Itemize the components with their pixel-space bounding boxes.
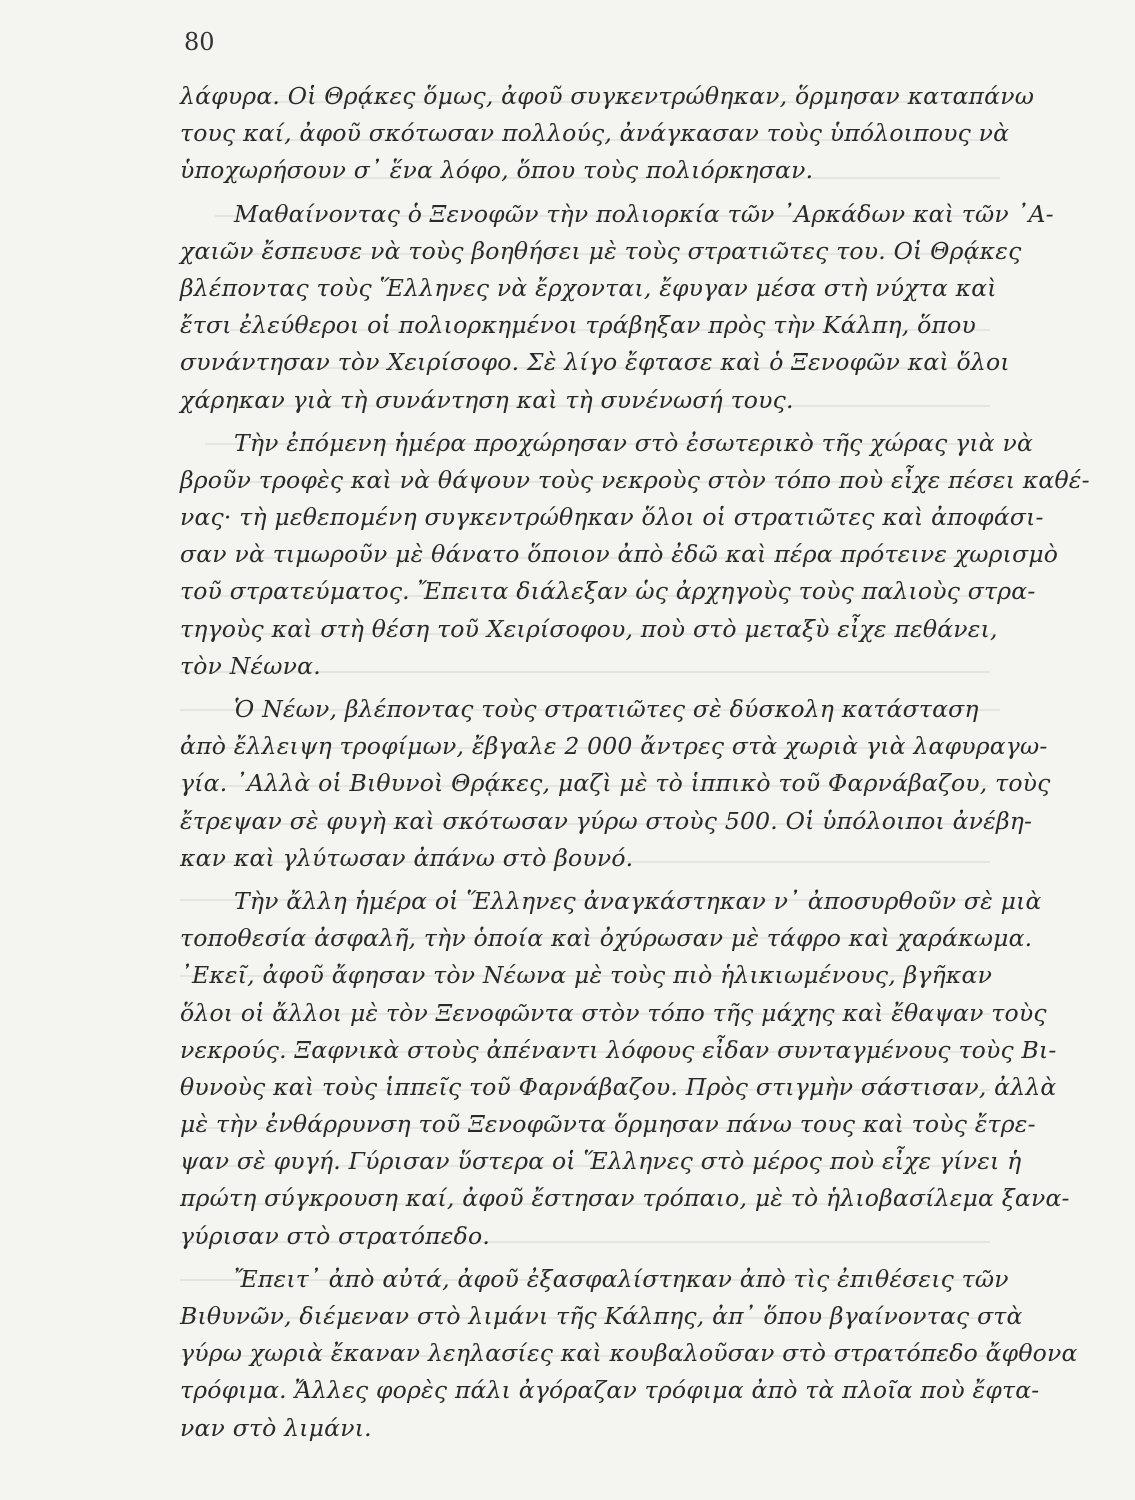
text-line: Βιθυνῶν, διέμεναν στὸ λιμάνι τῆς Κάλπης, ἀπ᾿ ὅπου βγαίνοντας στὰ [180,1302,1023,1330]
text-line: πρώτη σύγκρουση καί, ἀφοῦ ἔστησαν τρόπαιο, μὲ τὸ ἡλιοβασίλεμα ξανα- [180,1184,1070,1213]
text-line: τηγοὺς καὶ στὴ θέση τοῦ Χειρίσοφου, ποὺ στὸ μεταξὺ εἶχε πεθάνει, [180,614,998,643]
text-line: σαν νὰ τιμωροῦν μὲ θάνατο ὅποιον ἀπὸ ἐδῶ καὶ πέρα πρότεινε χωρισμὸ [180,540,1059,569]
text-line: θυνοὺς καὶ τοὺς ἱππεῖς τοῦ Φαρνάβαζου. Πρὸς στιγμὴν σάστισαν, ἀλλὰ [180,1072,1057,1101]
paragraph [180,883,1070,1255]
text-line: λάφυρα. Οἱ Θρᾴκες ὅμως, ἀφοῦ συγκεντρώθηκαν, ὅρμησαν καταπάνω [180,82,1035,110]
text-line: ψαν σὲ φυγή. Γύρισαν ὕστερα οἱ Ἕλληνες στὸ μέρος ποὺ εἶχε γίνει ἡ [180,1147,1022,1176]
text-line: Ὁ Νέων, βλέποντας τοὺς στρατιῶτες σὲ δύσκολη κατάσταση [234,695,979,723]
text-line: καν καὶ γλύτωσαν ἀπάνω στὸ βουνό. [180,843,634,872]
text-line: ἀπὸ ἔλλειψη τροφίμων, ἔβγαλε 2 000 ἄντρες στὰ χωριὰ γιὰ λαφυραγω- [180,732,1048,761]
text-line: μὲ τὴν ἐνθάρρυνση τοῦ Ξενοφῶντα ὅρμησαν πάνω τους καὶ τοὺς ἔτρε- [180,1110,1036,1139]
text-line: τὸν Νέωνα. [180,651,321,680]
text-line: ὑποχωρήσουν σ᾿ ἕνα λόφο, ὅπου τοὺς πολιόρκησαν. [180,156,814,185]
text-line: γύρισαν στὸ στρατόπεδο. [180,1221,490,1250]
text-line: τους καί, ἀφοῦ σκότωσαν πολλούς, ἀνάγκασαν τοὺς ὑπόλοιπους νὰ [180,119,1010,148]
text-line: τοποθεσία ἀσφαλῆ, τὴν ὁποία καὶ ὀχύρωσαν μὲ τάφρο καὶ χαράκωμα. [180,924,1033,953]
text-line: βλέποντας τοὺς Ἕλληνες νὰ ἔρχονται, ἔφυγαν μέσα στὴ νύχτα καὶ [180,273,997,302]
paragraph [180,78,1035,190]
text-line: Ἔπειτ᾿ ἀπὸ αὐτά, ἀφοῦ ἐξασφαλίστηκαν ἀπὸ τὶς ἐπιθέσεις τῶν [234,1264,1009,1293]
text-line: νας· τὴ μεθεπομένη συγκεντρώθηκαν ὅλοι οἱ στρατιῶτες καὶ ἀποφάσι- [180,503,1044,532]
page-number: 80 [184,28,215,56]
text-line: νεκρούς. Ξαφνικὰ στοὺς ἀπέναντι λόφους εἶδαν συνταγμένους τοὺς Βι- [180,1035,1057,1064]
paragraph [180,691,1051,877]
text-line: ὅλοι οἱ ἄλλοι μὲ τὸν Ξενοφῶντα στὸν τόπο τῆς μάχης καὶ ἔθαψαν τοὺς [180,998,1047,1027]
text-line: ναν στὸ λιμάνι. [180,1413,372,1442]
text-line: ἔτσι ἐλεύθεροι οἱ πολιορκημένοι τράβηξαν πρὸς τὴν Κάλπη, ὅπου [180,311,976,340]
text-line: τοῦ στρατεύματος. Ἔπειτα διάλεξαν ὡς ἀρχηγοὺς τοὺς παλιοὺς στρα- [180,577,1036,606]
text-line: συνάντησαν τὸν Χειρίσοφο. Σὲ λίγο ἔφτασε καὶ ὁ Ξενοφῶν καὶ ὅλοι [180,348,1010,377]
body-text [180,78,1090,1447]
text-line: Τὴν ἄλλη ἡμέρα οἱ Ἕλληνες ἀναγκάστηκαν ν᾿ ἀποσυρθοῦν σὲ μιὰ [234,886,1042,915]
text-line: χάρηκαν γιὰ τὴ συνάντηση καὶ τὴ συνένωσή τους. [180,385,794,414]
text-line: χαιῶν ἔσπευσε νὰ τοὺς βοηθήσει μὲ τοὺς στρατιῶτες του. Οἱ Θρᾴκες [180,236,1022,265]
text-line: γία. ᾿Αλλὰ οἱ Βιθυνοὶ Θρᾴκες, μαζὶ μὲ τὸ ἱππικὸ τοῦ Φαρνάβαζου, τοὺς [180,769,1051,798]
paragraph [180,196,1054,419]
text-line: ἔτρεψαν σὲ φυγὴ καὶ σκότωσαν γύρω στοὺς 500. Οἱ ὑπόλοιποι ἀνέβη- [180,806,1033,835]
text-line: τρόφιμα. Ἄλλες φορὲς πάλι ἀγόραζαν τρόφιμα ἀπὸ τὰ πλοῖα ποὺ ἔφτα- [180,1376,1040,1405]
text-line: γύρω χωριὰ ἔκαναν λεηλασίες καὶ κουβαλοῦσαν στὸ στρατόπεδο ἄφθονα [180,1339,1078,1368]
paragraph [180,1261,1078,1447]
text-line: ᾿Εκεῖ, ἀφοῦ ἄφησαν τὸν Νέωνα μὲ τοὺς πιὸ ἡλικιωμένους, βγῆκαν [180,961,993,990]
text-line: βροῦν τροφὲς καὶ νὰ θάψουν τοὺς νεκροὺς στὸν τόπο ποὺ εἶχε πέσει καθέ- [180,465,1090,494]
text-line: Τὴν ἐπόμενη ἡμέρα προχώρησαν στὸ ἐσωτερικὸ τῆς χώρας γιὰ νὰ [234,428,1034,457]
text-line: Μαθαίνοντας ὁ Ξενοφῶν τὴν πολιορκία τῶν ᾿Αρκάδων καὶ τῶν ᾿Α- [234,199,1054,228]
paragraph [180,425,1090,685]
